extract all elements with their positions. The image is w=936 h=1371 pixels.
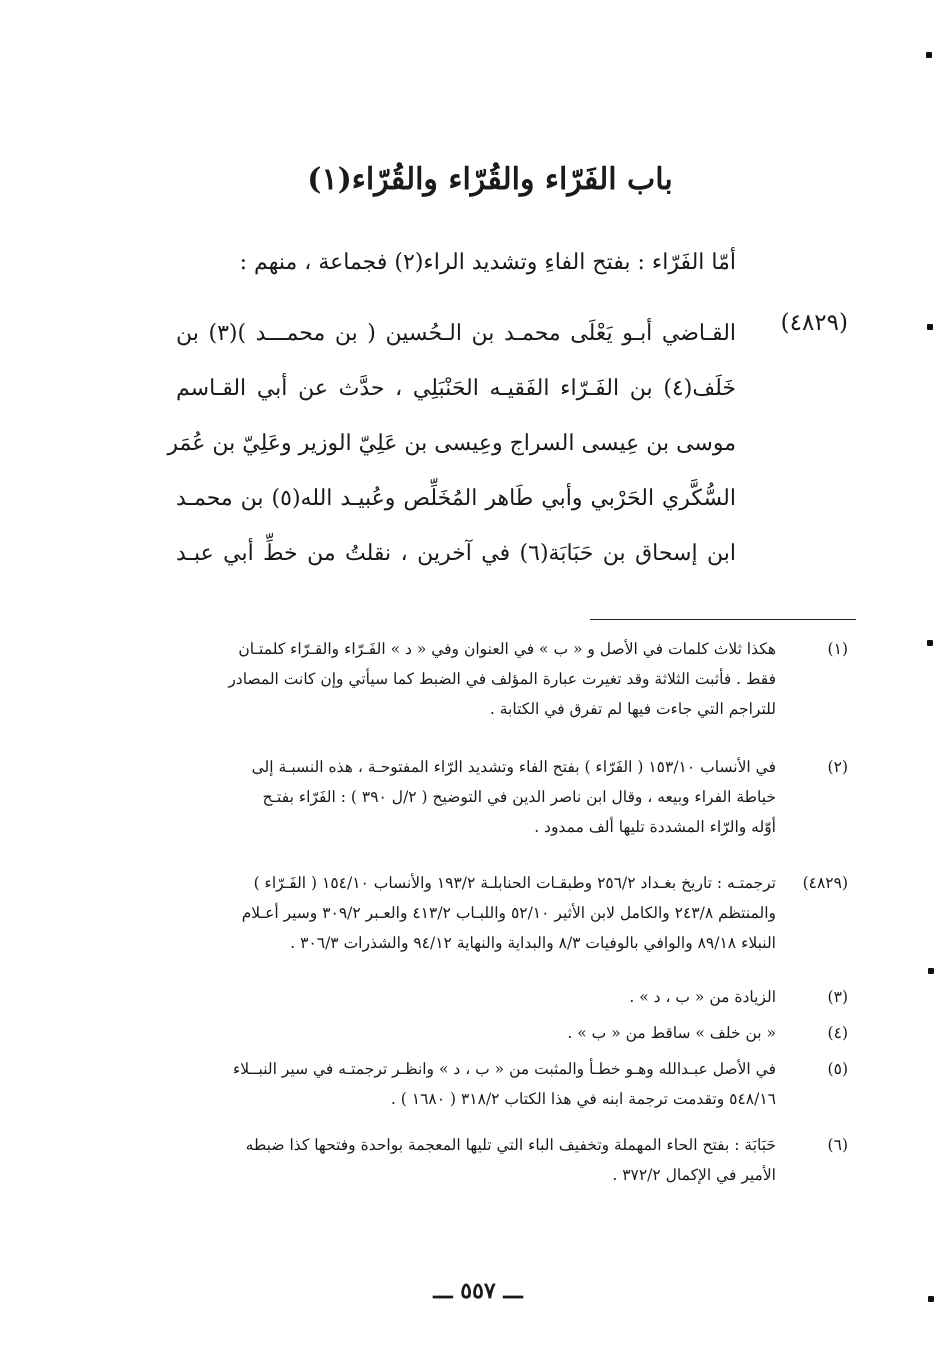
footnote-line: الزيادة من « ب ، د » . [629, 988, 776, 1006]
footnote-line: أوّله والرّاء المشددة تليها ألف ممدود . [534, 818, 776, 836]
footnote-line: ٥٤٨/١٦ وتقدمت ترجمة ابنه في هذا الكتاب ٣١٨/٢ ( ١٦٨٠ ) . [390, 1090, 776, 1108]
footnote-line: النبلاء ٨٩/١٨ والوافي بالوفيات ٨/٣ والبداية والنهاية ٩٤/١٢ والشذرات ٣٠٦/٣ . [290, 934, 776, 952]
footnote-2 [88, 752, 848, 842]
footnote-line: في الأنساب ١٥٣/١٠ ( الفَرّاء ) بفتح الفاء وتشديد الرّاء المفتوحـة ، هذه النسبـة إلى [251, 758, 776, 776]
margin-mark [928, 968, 934, 974]
footnote-number: (٤) [827, 1024, 848, 1042]
chapter-title: باب الفَرّاء والقُرّاء والقُرّاء(١) [307, 162, 673, 197]
footnote-number: (٥) [827, 1060, 848, 1078]
entry-text [167, 306, 737, 581]
intro-line: أمّا الفَرّاء : بفتح الفاءِ وتشديد الراء(٢) فجماعة ، منهم : [239, 250, 736, 275]
footnote-number: (٣) [827, 988, 848, 1006]
footnote-line: في الأصل عبـدالله وهـو خطـأ والمثبت من « ب ، د » وانظـر ترجمتـه في سير النبــلاء [232, 1060, 776, 1078]
footnote-line: فقط . فأثبت الثلاثة وقد تغيرت عبارة المؤلف في الضبط كما سيأتي وإن كانت المصادر [228, 670, 776, 688]
footnote-4829 [88, 868, 848, 958]
entry-line: موسى بن عِيسى السراج وعِيسى بن عَلِيّ الوزير وعَلِيّ بن عُمَر [167, 431, 736, 456]
entry-line: ابن إسحاق بن حَبَابَة(٦) في آخرين ، نقلتُ من خطِّ أبي عبـد [176, 541, 737, 566]
margin-mark [927, 640, 933, 646]
page-number: ـــ ٥٥٧ ـــ [433, 1278, 523, 1304]
footnote-line: حَبَابَة : بفتح الحاء المهملة وتخفيف الباء التي تليها المعجمة بواحدة وفتحها كذا ضبطه [245, 1136, 776, 1154]
entry-line: القـاضي أبـو يَعْلَى محمـد بن الـحُسين ( بن محمـــد )(٣) بن [176, 321, 737, 346]
entry-line: السُّكَّري الحَرْبي وأبي طَاهر المُخَلِّص وعُبيـد الله(٥) بن محمـد [176, 486, 736, 511]
footnote-6 [88, 1130, 848, 1190]
footnote-number: (٢) [827, 758, 848, 776]
footnote-5 [88, 1054, 848, 1114]
footnote-line: والمنتظم ٢٤٣/٨ والكامل لابن الأثير ٥٢/١٠ واللبـاب ٤١٣/٢ والعـبر ٣٠٩/٢ وسير أعـلام [241, 904, 776, 922]
footnote-3 [88, 982, 848, 1012]
footnote-line: هكذا ثلاث كلمات في الأصل و « ب » في العنوان وفي « د » الفَـرّاء والقـرّاء كلمتـان [238, 640, 776, 658]
footnote-line: الأمير في الإكمال ٣٧٢/٢ . [612, 1166, 776, 1184]
footnote-line: ترجمتـه : تاريخ بغـداد ٢٥٦/٢ وطبقـات الحنابلـة ١٩٣/٢ والأنساب ١٥٤/١٠ ( الفَـرّاء ) [253, 874, 776, 892]
footnote-line: للتراجم التي جاءت فيها لم تفرق في الكتابة . [489, 700, 776, 718]
margin-mark [926, 52, 932, 58]
footnote-1 [88, 634, 848, 724]
margin-mark [927, 324, 933, 330]
footnote-4 [88, 1018, 848, 1048]
entry-number: (٤٨٢٩) [780, 310, 848, 336]
footnote-number: (٤٨٢٩) [802, 874, 848, 892]
footnote-line: خياطة الفراء وبيعه ، وقال ابن ناصر الدين في التوضيح ( ٢/ل ٣٩٠ ) : الفَرّاء بفتـح [262, 788, 776, 806]
footnote-divider [590, 619, 856, 620]
footnote-number: (٦) [827, 1136, 848, 1154]
entry-line: خَلَف(٤) بن الفَـرّاء الفَقيـه الحَنْبَلِي ، حدَّث عن أبي القـاسم [176, 376, 736, 401]
footnote-number: (١) [827, 640, 848, 658]
footnote-line: « بن خلف » ساقط من « ب » . [567, 1024, 776, 1042]
margin-mark [928, 1296, 934, 1302]
